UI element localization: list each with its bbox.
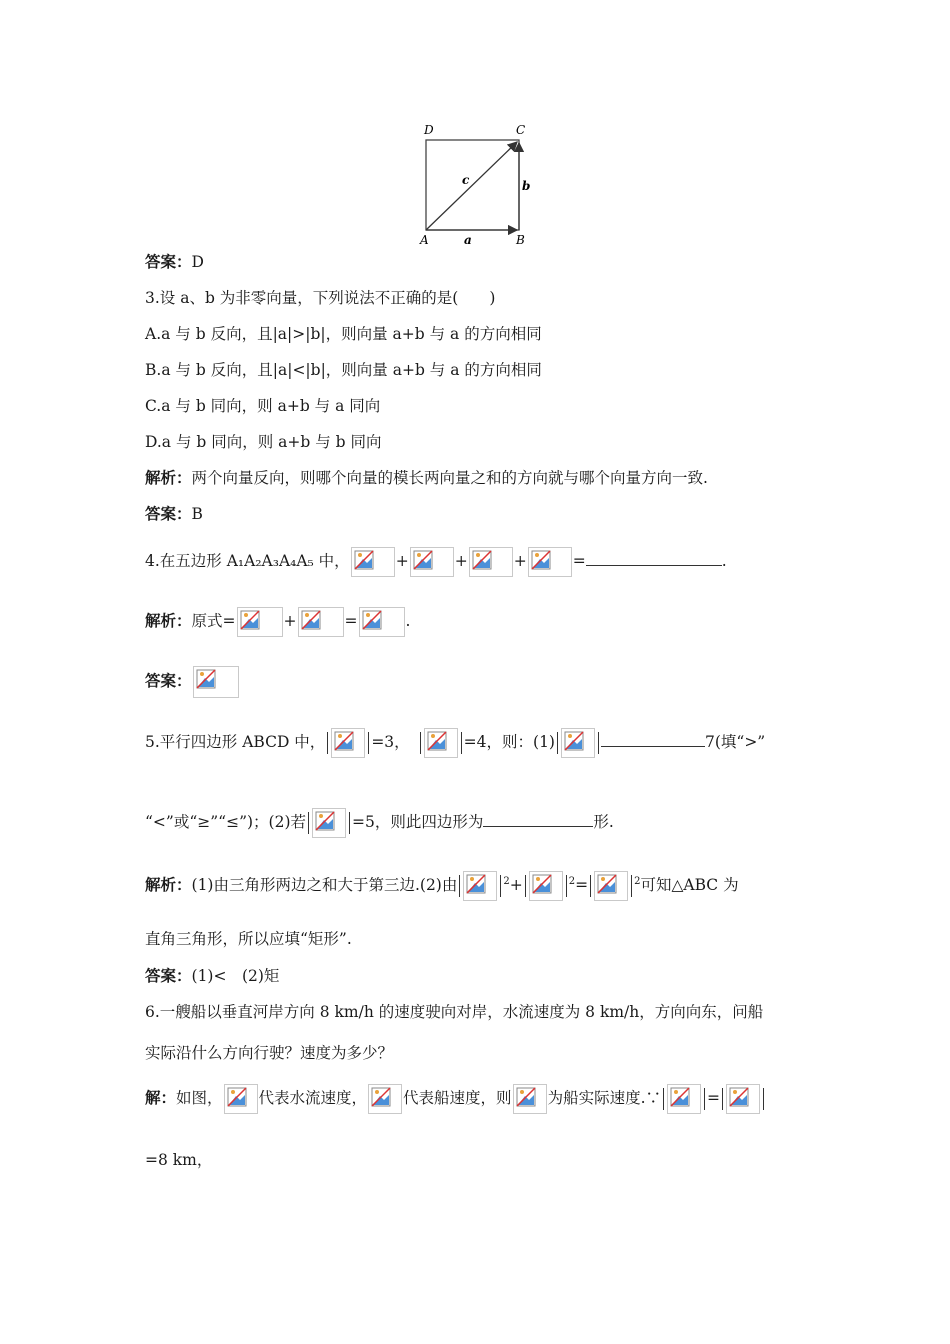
analysis-text: 两个向量反向，则哪个向量的模长两向量之和的方向就与哪个向量方向一致.	[191, 469, 708, 487]
answer-label: 答案：	[145, 967, 192, 985]
q3-option-a: A.a 与 b 反向，且|a|>|b|，则向量 a+b 与 a 的方向相同	[145, 325, 542, 343]
broken-image-icon	[331, 728, 365, 758]
q5-line2	[145, 802, 810, 842]
q6-stem-line1: 6.一艘船以垂直河岸方向 8 km/h 的速度驶向对岸，水流速度为 8 km/h，方向向东，问船	[145, 1003, 764, 1021]
label-A: A	[420, 233, 429, 247]
solution-text-1: 如图，	[176, 1089, 223, 1107]
plus-sign: +	[454, 552, 468, 570]
superscript-2: 2	[568, 876, 576, 887]
q5-line2-text: “<”或“≥”“≤”)；(2)若	[145, 813, 307, 831]
q3-option-c: C.a 与 b 同向，则 a+b 与 a 同向	[145, 397, 381, 415]
q6-stem-line2: 实际沿什么方向行驶？速度为多少？	[145, 1044, 394, 1062]
abs-bar	[598, 732, 599, 754]
label-C: C	[516, 123, 526, 137]
q5-analysis	[145, 862, 810, 902]
q6-solution	[145, 1078, 810, 1118]
broken-image-icon	[351, 547, 395, 577]
plus-sign: +	[513, 552, 527, 570]
square-vector-figure	[416, 118, 536, 250]
analysis-text: (1)由三角形两边之和大于第三边.(2)由	[191, 876, 458, 895]
broken-image-icon	[424, 728, 458, 758]
equals-sign: =	[344, 612, 358, 630]
solution-text-2: 代表水流速度，	[258, 1089, 368, 1107]
answer-value: B	[191, 505, 203, 523]
broken-image-icon	[359, 607, 405, 637]
abs-bar	[722, 1088, 723, 1110]
q5-value-1: =3，	[371, 733, 410, 751]
analysis-label: 解析：	[145, 876, 192, 895]
label-D: D	[424, 123, 434, 137]
abs-bar	[590, 875, 591, 897]
q6-last-line: =8 km，	[145, 1151, 213, 1169]
q4-stem-text: 4.在五边形 A₁A₂A₃A₄A₅ 中，	[145, 552, 350, 570]
fill-blank	[483, 808, 593, 827]
abs-bar	[500, 875, 501, 897]
answer-label: 答案：	[145, 672, 192, 690]
solution-text-3: 代表船速度，则	[403, 1089, 512, 1107]
abs-bar	[557, 732, 558, 754]
abs-bar	[461, 732, 462, 754]
q3-option-b: B.a 与 b 反向，且|a|<|b|，则向量 a+b 与 a 的方向相同	[145, 361, 542, 379]
broken-image-icon	[410, 547, 454, 577]
q5-tail: 7(填“>”	[704, 733, 766, 751]
answer-value: (1)< (2)矩	[191, 967, 280, 985]
broken-image-icon	[368, 1084, 402, 1114]
fill-blank	[586, 547, 722, 566]
solution-text-4: 为船实际速度.∵	[547, 1089, 661, 1107]
equals-sign: =	[572, 552, 586, 570]
period: .	[405, 612, 411, 630]
broken-image-icon	[726, 1084, 760, 1114]
analysis-label: 解析：	[145, 612, 192, 630]
q5-stem-text: 5.平行四边形 ABCD 中，	[145, 733, 326, 751]
q4-stem	[145, 543, 810, 579]
q3-stem: 3.设 a、b 为非零向量，下列说法不正确的是( )	[145, 289, 496, 307]
analysis-text: 原式=	[191, 612, 236, 630]
broken-image-icon	[463, 871, 497, 901]
broken-image-icon	[667, 1084, 701, 1114]
broken-image-icon	[193, 666, 239, 698]
label-c: c	[462, 173, 470, 187]
q5-analysis-line2: 直角三角形，所以应填“矩形”.	[145, 930, 352, 948]
solution-label: 解：	[145, 1089, 177, 1107]
answer-label: 答案：	[145, 253, 192, 271]
q5-line2-text-c: 形.	[593, 813, 614, 831]
q3-answer	[145, 499, 810, 529]
q3-option-d: D.a 与 b 同向，则 a+b 与 b 同向	[145, 433, 382, 451]
broken-image-icon	[312, 808, 346, 838]
q5-value-2: =4，则：(1)	[463, 733, 555, 751]
q2-answer-line	[145, 247, 810, 277]
label-b: b	[522, 179, 531, 193]
broken-image-icon	[594, 871, 628, 901]
broken-image-icon	[469, 547, 513, 577]
answer-value: D	[191, 253, 204, 271]
abs-bar	[525, 875, 526, 897]
abs-bar	[349, 812, 350, 834]
abs-bar	[566, 875, 567, 897]
abs-bar	[663, 1088, 664, 1110]
q5-answer	[145, 961, 810, 991]
broken-image-icon	[529, 871, 563, 901]
q4-analysis	[145, 603, 810, 639]
period: .	[721, 552, 727, 570]
label-a: a	[464, 233, 472, 247]
plus-sign: +	[283, 612, 297, 630]
q5-stem	[145, 722, 810, 762]
q4-answer	[145, 663, 810, 699]
broken-image-icon	[561, 728, 595, 758]
fill-blank	[601, 728, 705, 747]
abs-bar	[327, 732, 328, 754]
broken-image-icon	[513, 1084, 547, 1114]
superscript-2: 2	[634, 876, 641, 887]
broken-image-icon	[224, 1084, 258, 1114]
abs-bar	[308, 812, 309, 834]
superscript-2: 2	[503, 876, 510, 887]
q5-line2-text-b: =5，则此四边形为	[352, 813, 484, 831]
answer-label: 答案：	[145, 505, 192, 523]
abs-bar	[420, 732, 421, 754]
abs-bar	[368, 732, 369, 754]
equals-sign: =	[707, 1089, 720, 1107]
abs-bar	[704, 1088, 705, 1110]
abs-bar	[459, 875, 460, 897]
analysis-tail: 可知△ABC 为	[640, 876, 739, 895]
broken-image-icon	[237, 607, 283, 637]
plus-sign: +	[395, 552, 409, 570]
broken-image-icon	[298, 607, 344, 637]
plus-sign: +	[509, 876, 523, 895]
q3-analysis	[145, 463, 810, 493]
broken-image-icon	[528, 547, 572, 577]
analysis-label: 解析：	[145, 469, 192, 487]
label-B: B	[516, 233, 525, 247]
equals-sign: =	[575, 876, 589, 895]
abs-bar	[631, 875, 632, 897]
abs-bar	[763, 1088, 764, 1110]
